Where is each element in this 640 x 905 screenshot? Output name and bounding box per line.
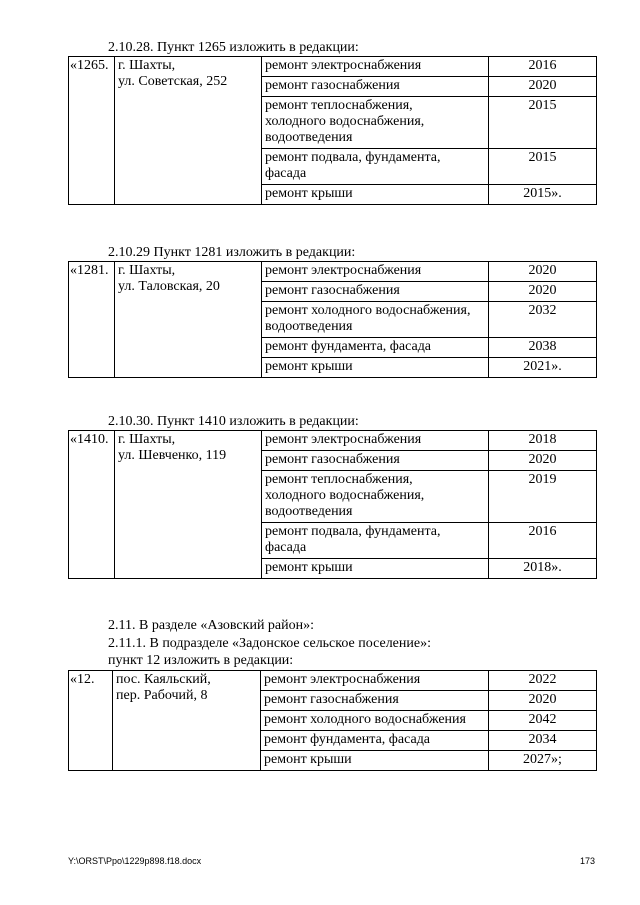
year-cell: 2020 bbox=[489, 77, 597, 97]
section-heading: 2.10.29 Пункт 1281 изложить в редакции: bbox=[108, 245, 356, 260]
section-table bbox=[68, 670, 597, 771]
section-heading-line: 2.11. В разделе «Азовский район»: bbox=[108, 618, 315, 633]
address-line: пос. Каяльский, bbox=[116, 672, 211, 687]
year-cell: 2015». bbox=[489, 185, 597, 205]
work-type-cell: ремонт электроснабжения bbox=[262, 431, 489, 451]
work-type-cell: ремонт теплоснабжения, холодного водоснабжения, водоотведения bbox=[262, 471, 489, 523]
section-heading: 2.10.28. Пункт 1265 изложить в редакции: bbox=[108, 40, 359, 55]
address-cell bbox=[115, 57, 262, 205]
work-type-cell: ремонт крыши bbox=[262, 358, 489, 378]
work-type-cell: ремонт газоснабжения bbox=[261, 691, 489, 711]
work-type-cell: ремонт электроснабжения bbox=[262, 262, 489, 282]
year-cell: 2018». bbox=[489, 559, 597, 579]
address-cell bbox=[115, 262, 262, 378]
address-line: г. Шахты, bbox=[118, 58, 176, 73]
work-type-cell: ремонт холодного водоснабжения, водоотведения bbox=[262, 302, 489, 338]
section-table bbox=[68, 261, 597, 378]
work-type-cell: ремонт крыши bbox=[261, 751, 489, 771]
work-type-cell: ремонт фундамента, фасада bbox=[262, 338, 489, 358]
year-cell: 2038 bbox=[489, 338, 597, 358]
year-cell: 2022 bbox=[489, 671, 597, 691]
table-row bbox=[69, 57, 597, 77]
year-cell: 2020 bbox=[489, 451, 597, 471]
year-cell: 2019 bbox=[489, 471, 597, 523]
year-cell: 2018 bbox=[489, 431, 597, 451]
work-type-cell: ремонт газоснабжения bbox=[262, 77, 489, 97]
year-cell: 2016 bbox=[489, 523, 597, 559]
section-heading: 2.10.30. Пункт 1410 изложить в редакции: bbox=[108, 414, 359, 429]
address-line: г. Шахты, bbox=[118, 432, 176, 447]
item-number: «1281. bbox=[69, 262, 115, 378]
address-line: ул. Шевченко, 119 bbox=[118, 448, 227, 463]
year-cell: 2042 bbox=[489, 711, 597, 731]
item-number: «1410. bbox=[69, 431, 115, 579]
work-type-cell: ремонт подвала, фундамента, фасада bbox=[262, 149, 489, 185]
table-row bbox=[69, 262, 597, 282]
address-cell bbox=[113, 671, 261, 771]
section-heading-line: пункт 12 изложить в редакции: bbox=[108, 653, 294, 668]
section-table bbox=[68, 430, 597, 579]
year-cell: 2032 bbox=[489, 302, 597, 338]
footer-file-path: Y:\ORST\Ppo\1229p898.f18.docx bbox=[68, 856, 202, 866]
work-type-cell: ремонт фундамента, фасада bbox=[261, 731, 489, 751]
section-heading-line: 2.11.1. В подразделе «Задонское сельское поселение»: bbox=[108, 636, 431, 651]
address-line: пер. Рабочий, 8 bbox=[116, 688, 208, 703]
table-row bbox=[69, 671, 597, 691]
year-cell: 2020 bbox=[489, 691, 597, 711]
work-type-cell: ремонт электроснабжения bbox=[262, 57, 489, 77]
year-cell: 2015 bbox=[489, 97, 597, 149]
item-number: «12. bbox=[69, 671, 113, 771]
year-cell: 2027»; bbox=[489, 751, 597, 771]
address-line: ул. Советская, 252 bbox=[118, 74, 228, 89]
year-cell: 2034 bbox=[489, 731, 597, 751]
address-cell bbox=[115, 431, 262, 579]
work-type-cell: ремонт электроснабжения bbox=[261, 671, 489, 691]
work-type-cell: ремонт крыши bbox=[262, 185, 489, 205]
work-type-cell: ремонт газоснабжения bbox=[262, 282, 489, 302]
address-line: г. Шахты, bbox=[118, 263, 176, 278]
footer-page-number: 173 bbox=[580, 856, 596, 866]
year-cell: 2016 bbox=[489, 57, 597, 77]
table-row bbox=[69, 431, 597, 451]
work-type-cell: ремонт холодного водоснабжения bbox=[261, 711, 489, 731]
address-line: ул. Таловская, 20 bbox=[118, 279, 220, 294]
work-type-cell: ремонт подвала, фундамента, фасада bbox=[262, 523, 489, 559]
item-number: «1265. bbox=[69, 57, 115, 205]
year-cell: 2020 bbox=[489, 262, 597, 282]
work-type-cell: ремонт газоснабжения bbox=[262, 451, 489, 471]
year-cell: 2021». bbox=[489, 358, 597, 378]
work-type-cell: ремонт теплоснабжения, холодного водоснабжения, водоотведения bbox=[262, 97, 489, 149]
work-type-cell: ремонт крыши bbox=[262, 559, 489, 579]
section-table bbox=[68, 56, 597, 205]
year-cell: 2020 bbox=[489, 282, 597, 302]
year-cell: 2015 bbox=[489, 149, 597, 185]
